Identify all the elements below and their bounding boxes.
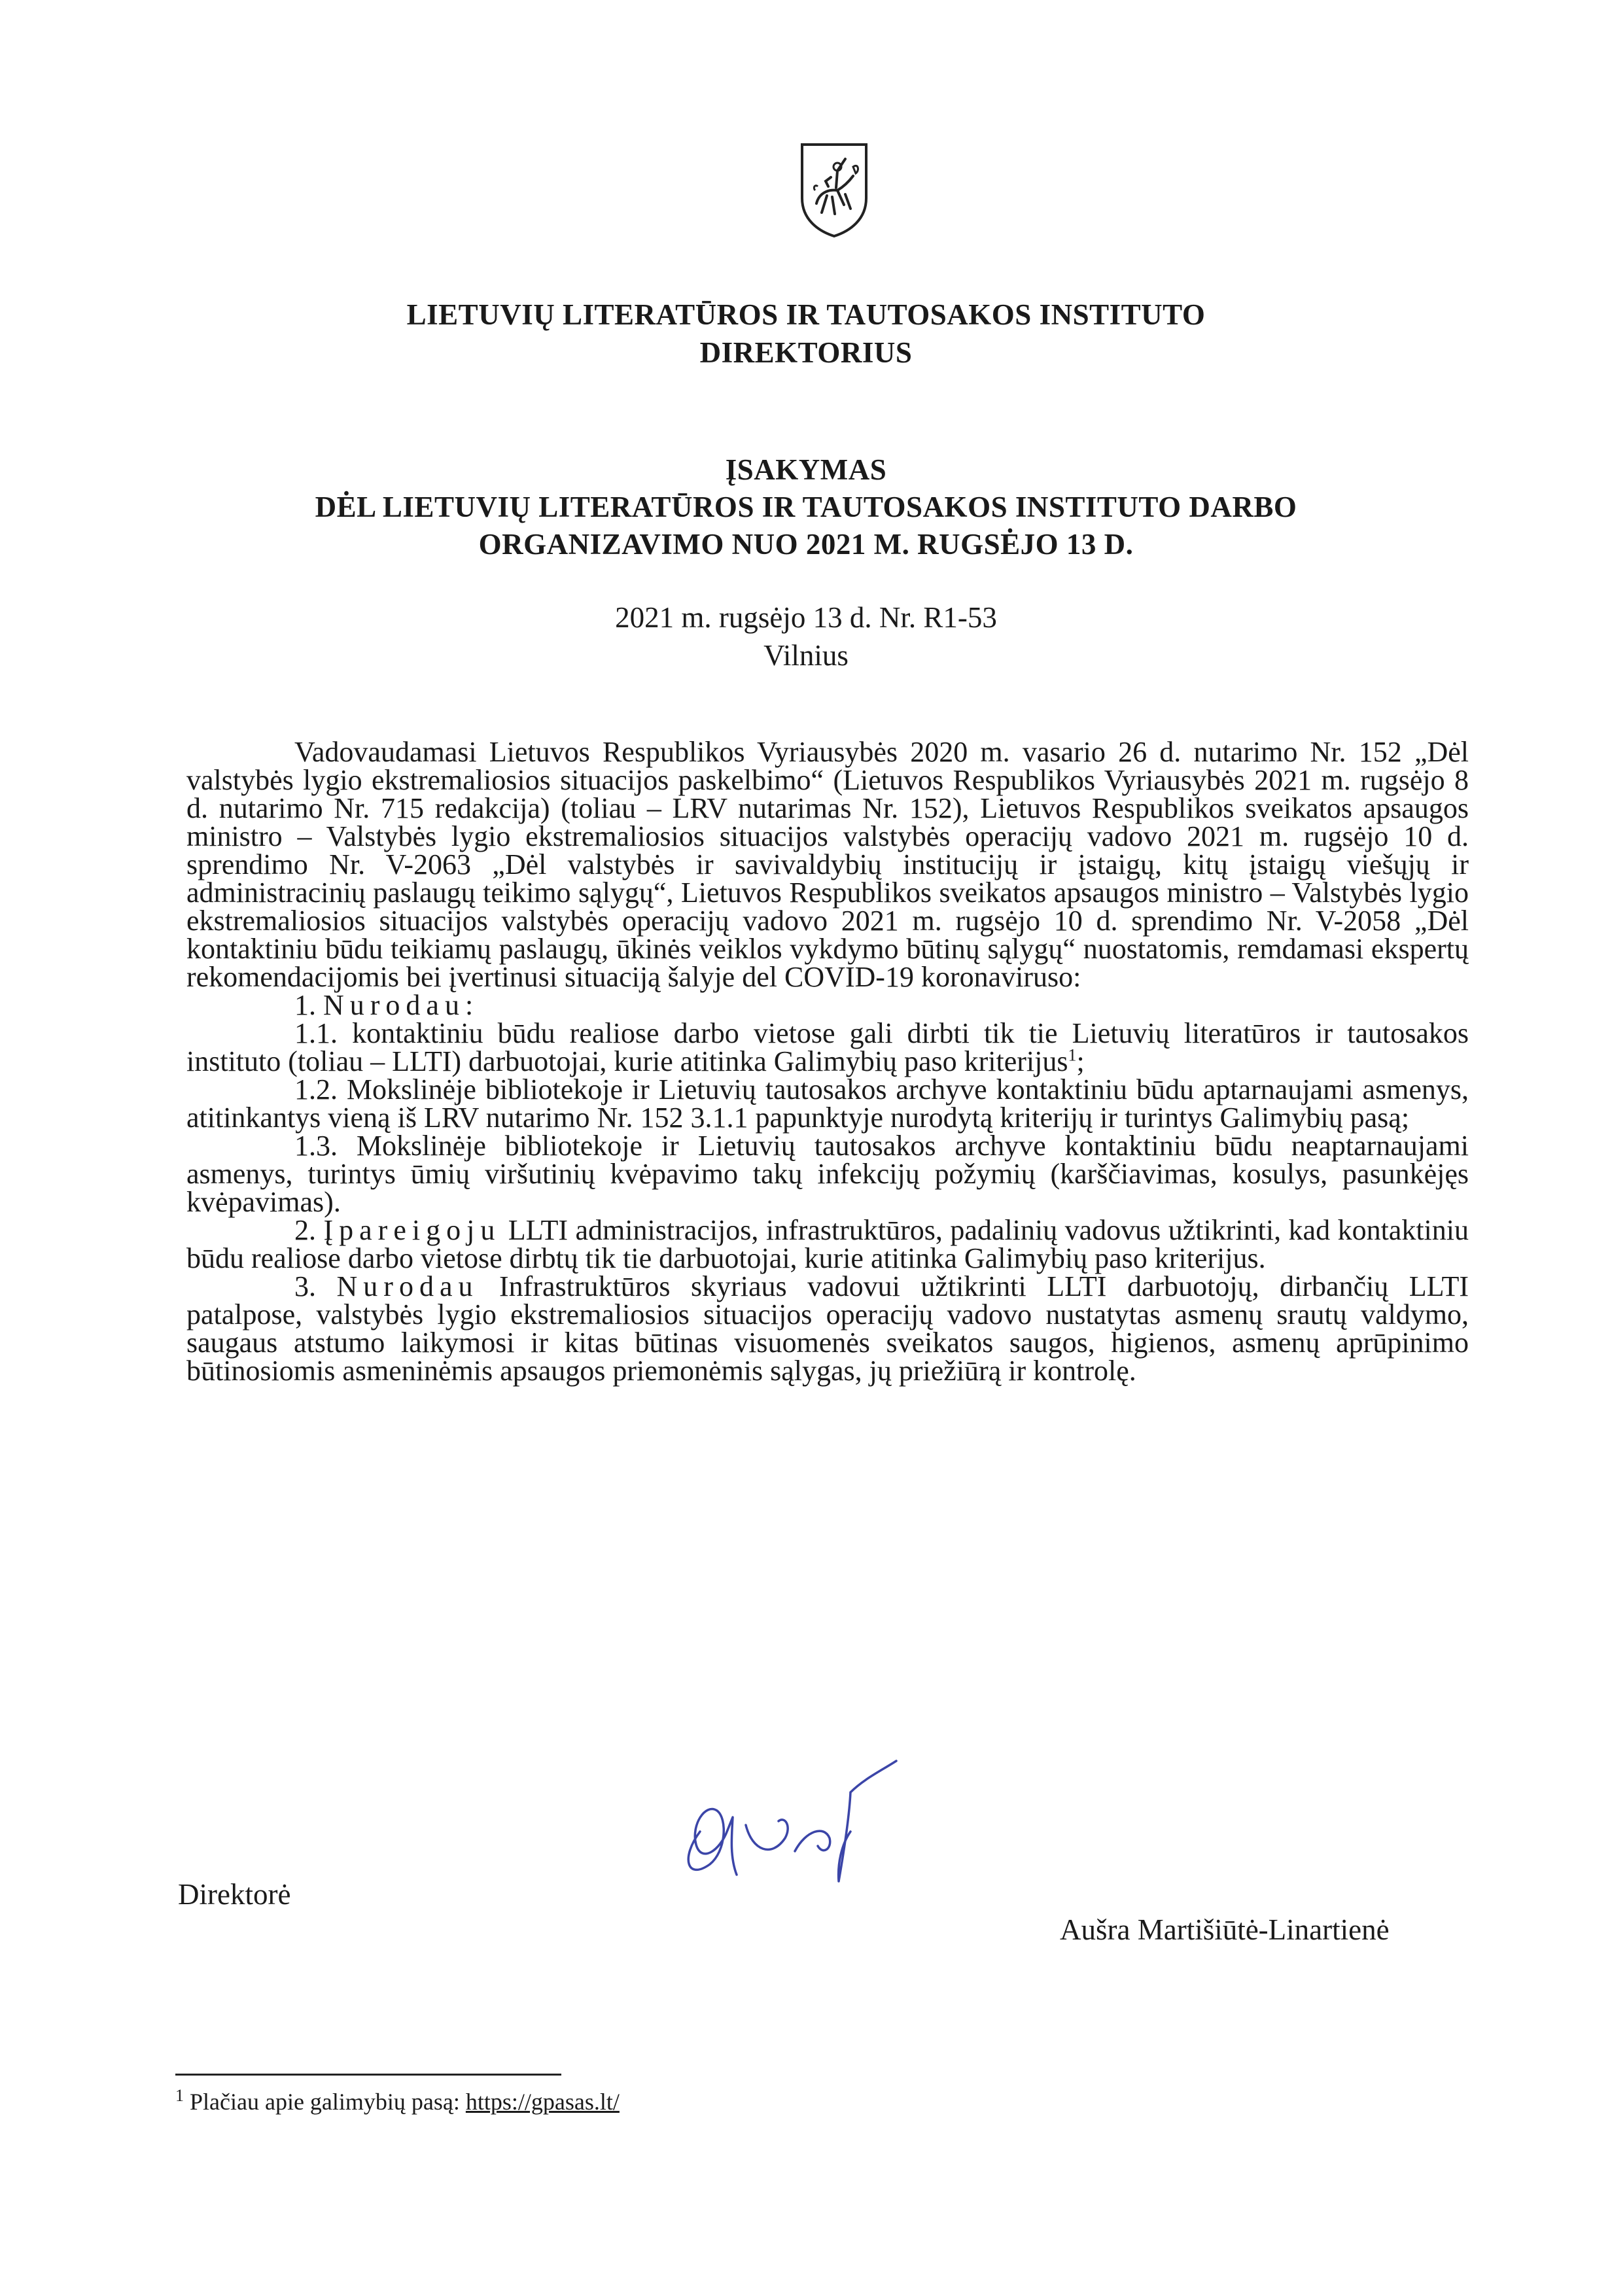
- footnote-divider: [175, 2074, 561, 2076]
- footnote-number: 1: [175, 2086, 184, 2105]
- institution-line-1: LIETUVIŲ LITERATŪROS IR TAUTOSAKOS INSTITUTO: [406, 298, 1206, 331]
- item-1-1: [186, 1019, 1469, 1075]
- item-2-text: LLTI administracijos, infrastruktūros, padalinių vadovus užtikrinti, kad kontaktiniu būdu realiose darbo vietose dirbtų tik tie darbuotojai, kurie atitinka Galimybių paso kriterijus.: [186, 1214, 1469, 1274]
- order-title: [0, 451, 1612, 563]
- handwritten-signature: [654, 1753, 903, 1884]
- order-date-number: 2021 m. rugsėjo 13 d. Nr. R1-53: [615, 601, 997, 634]
- order-body: [186, 738, 1469, 1385]
- signature-block: [0, 1871, 1612, 1975]
- signer-name: Aušra Martišiūtė-Linartienė: [1060, 1913, 1390, 1946]
- order-title-line-1: DĖL LIETUVIŲ LITERATŪROS IR TAUTOSAKOS INSTITUTO DARBO: [315, 491, 1297, 523]
- item-1-1-end: ;: [1076, 1045, 1085, 1077]
- item-2: [186, 1216, 1469, 1272]
- institution-line-2: DIREKTORIUS: [699, 336, 913, 369]
- order-date-block: [0, 599, 1612, 674]
- order-title-line-2: ORGANIZAVIMO NUO 2021 M. RUGSĖJO 13 D.: [478, 528, 1134, 561]
- item-2-verb: Įpareigoju: [323, 1214, 501, 1246]
- item-3: [186, 1272, 1469, 1385]
- coat-of-arms-icon: [798, 141, 870, 239]
- item-1-verb: Nurodau:: [323, 989, 480, 1021]
- order-place: Vilnius: [763, 639, 849, 672]
- item-1: [186, 991, 1469, 1019]
- item-3-verb: Nurodau: [336, 1270, 479, 1302]
- signer-role: Direktorė: [178, 1878, 291, 1911]
- item-1-number: 1.: [294, 989, 316, 1021]
- item-2-number: 2.: [294, 1214, 316, 1246]
- footnote-text: Plačiau apie galimybių pasą:: [184, 2089, 466, 2115]
- item-1-2: 1.2. Mokslinėje bibliotekoje ir Lietuvių tautosakos archyve kontaktiniu būdu aptarnaujami asmenys, atitinkantys vieną iš LRV nutarimo Nr. 152 3.1.1 papunktyje nurodytą kriterijų ir turintys Galimybių pasą;: [186, 1073, 1469, 1134]
- institution-heading: [0, 296, 1612, 372]
- item-1-1-text: 1.1. kontaktiniu būdu realiose darbo vietose gali dirbti tik tie Lietuvių literatūros ir tautosakos instituto (toliau – LLTI) darbuotojai, kurie atitinka Galimybių paso kriterijus: [186, 1017, 1469, 1077]
- footnote-ref: 1: [1068, 1045, 1077, 1065]
- footnote: [175, 2088, 620, 2115]
- footnote-link[interactable]: https://gpasas.lt/: [465, 2089, 620, 2115]
- item-3-text: Infrastruktūros skyriaus vadovui užtikrinti LLTI darbuotojų, dirbančių LLTI patalpose, valstybės lygio ekstremaliosios situacijos operacijų vadovo nustatytas asmenų srautų valdymo, saugaus atstumo laikymosi ir kitas būtinas visuomenės sveikatos saugos, higienos, asmenų aprūpinimo būtinosiomis asmeninėmis apsaugos priemonėmis sąlygas, jų priežiūrą ir kontrolę.: [186, 1270, 1469, 1387]
- item-3-number: 3.: [294, 1270, 316, 1302]
- item-1-3: 1.3. Mokslinėje bibliotekoje ir Lietuvių tautosakos archyve kontaktiniu būdu neaptarnaujami asmenys, turintys ūmių viršutinių kvėpavimo takų infekcijų požymių (karščiavimas, kosulys, pasunkėjęs kvėpavimas).: [186, 1130, 1469, 1218]
- order-type: ĮSAKYMAS: [725, 453, 887, 486]
- intro-paragraph: Vadovaudamasi Lietuvos Respublikos Vyriausybės 2020 m. vasario 26 d. nutarimo Nr. 152 „Dėl valstybės lygio ekstremaliosios situacijos paskelbimo“ (Lietuvos Respublikos Vyriausybės 2021 m. rugsėjo 8 d. nutarimo Nr. 715 redakcija) (toliau – LRV nutarimas Nr. 152), Lietuvos Respublikos sveikatos apsaugos ministro – Valstybės lygio ekstremaliosios situacijos valstybės operacijų vadovo 2021 m. rugsėjo 10 d. sprendimo Nr. V-2063 „Dėl valstybės ir savivaldybių institucijų ir įstaigų, kitų įstaigų viešųjų ir administracinių paslaugų teikimo sąlygų“, Lietuvos Respublikos sveikatos apsaugos ministro – Valstybės lygio ekstremaliosios situacijos valstybės operacijų vadovo 2021 m. rugsėjo 10 d. sprendimo Nr. V-2058 „Dėl kontaktiniu būdu teikiamų paslaugų, ūkinės veiklos vykdymo būtinų sąlygų“ nuostatomis, remdamasi ekspertų rekomendacijomis bei įvertinusi situaciją šalyje del COVID-19 koronaviruso:: [186, 736, 1469, 993]
